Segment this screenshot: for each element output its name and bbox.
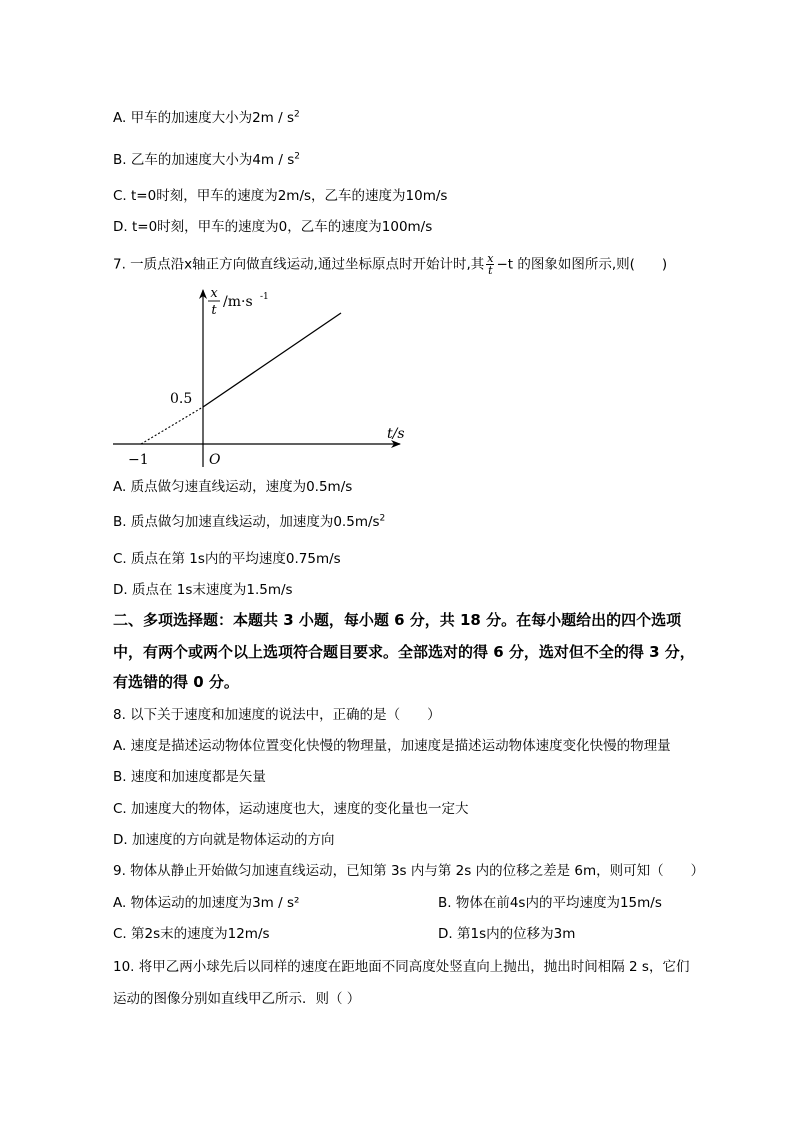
q7-option-a: A. 质点做匀速直线运动，速度为0.5m/s bbox=[113, 479, 353, 495]
q7-option-d: D. 质点在 1s末速度为1.5m/s bbox=[113, 582, 293, 598]
q6-option-d: D. t=0时刻，甲车的速度为0，乙车的速度为100m/s bbox=[113, 219, 433, 235]
section2-heading-line3: 有选错的得 0 分。 bbox=[113, 673, 239, 691]
q8-option-a: A. 速度是描述运动物体位置变化快慢的物理量，加速度是描述运动物体速度变化快慢的物理量 bbox=[113, 738, 671, 754]
q7-option-b-text: B. 质点做匀加速直线运动，加速度为0.5m/s bbox=[113, 514, 380, 530]
q7-neg-one-label: −1 bbox=[128, 452, 149, 468]
q7-graph bbox=[108, 282, 408, 472]
q7-stem-tail: −t 的图象如图所示,则( ) bbox=[496, 256, 668, 273]
q7-stem-text: 7. 一质点沿x轴正方向做直线运动,通过坐标原点时开始计时,其 bbox=[113, 256, 485, 273]
q7-ylabel-exponent: -1 bbox=[260, 292, 269, 302]
q7-xlabel: t/s bbox=[387, 426, 405, 442]
q9-option-c: C. 第2s末的速度为12m/s bbox=[113, 926, 270, 942]
q7-stem bbox=[113, 253, 667, 276]
q10-stem-line1: 10. 将甲乙两小球先后以同样的速度在距地面不同高度处竖直向上抛出，抛出时间相隔 2 s，它们 bbox=[113, 959, 690, 975]
section2-heading-line2: 中，有两个或两个以上选项符合题目要求。全部选对的得 6 分，选对但不全的得 3 分， bbox=[113, 643, 695, 661]
q7-intercept-label: 0.5 bbox=[170, 391, 193, 407]
q6-option-a bbox=[113, 108, 300, 128]
q6-option-b-exponent: 2 bbox=[294, 151, 300, 162]
q6-option-b-text: B. 乙车的加速度大小为4m / s bbox=[113, 152, 295, 168]
q6-option-c: C. t=0时刻，甲车的速度为2m/s，乙车的速度为10m/s bbox=[113, 188, 448, 204]
q7-dashed-extension bbox=[141, 407, 203, 444]
q7-frac-num: x bbox=[487, 252, 494, 265]
q7-stem-fraction bbox=[486, 253, 494, 276]
q8-option-d: D. 加速度的方向就是物体运动的方向 bbox=[113, 832, 335, 848]
q9-stem: 9. 物体从静止开始做匀加速直线运动，已知第 3s 内与第 2s 内的位移之差是 6m，则可知（ ） bbox=[113, 863, 705, 879]
q7-option-b bbox=[113, 512, 385, 532]
q7-ylabel-den: t bbox=[211, 303, 217, 318]
q7-ylabel-num: x bbox=[210, 286, 218, 301]
q8-stem: 8. 以下关于速度和加速度的说法中，正确的是（ ） bbox=[113, 707, 441, 723]
q7-origin-label: O bbox=[209, 452, 221, 468]
section2-heading-line1: 二、多项选择题：本题共 3 小题，每小题 6 分，共 18 分。在每小题给出的四个选项 bbox=[113, 611, 682, 629]
q6-option-a-text: A. 甲车的加速度大小为2m / s bbox=[113, 110, 294, 126]
q9-option-a: A. 物体运动的加速度为3m / s² bbox=[113, 895, 300, 911]
q7-option-c: C. 质点在第 1s内的平均速度0.75m/s bbox=[113, 551, 341, 567]
q7-frac-den: t bbox=[488, 264, 493, 277]
q6-option-b bbox=[113, 150, 300, 170]
q7-ylabel-unit: /m·s bbox=[223, 294, 253, 310]
q6-option-a-exponent: 2 bbox=[293, 109, 300, 120]
q9-option-b: B. 物体在前4s内的平均速度为15m/s bbox=[438, 895, 662, 911]
q7-graph-line bbox=[203, 313, 341, 407]
q8-option-c: C. 加速度大的物体，运动速度也大，速度的变化量也一定大 bbox=[113, 801, 469, 817]
q9-option-d: D. 第1s内的位移为3m bbox=[438, 926, 576, 942]
q8-option-b: B. 速度和加速度都是矢量 bbox=[113, 769, 266, 785]
q7-option-b-exponent: 2 bbox=[379, 513, 386, 524]
q10-stem-line2: 运动的图像分别如直线甲乙所示．则（ ） bbox=[113, 991, 361, 1007]
